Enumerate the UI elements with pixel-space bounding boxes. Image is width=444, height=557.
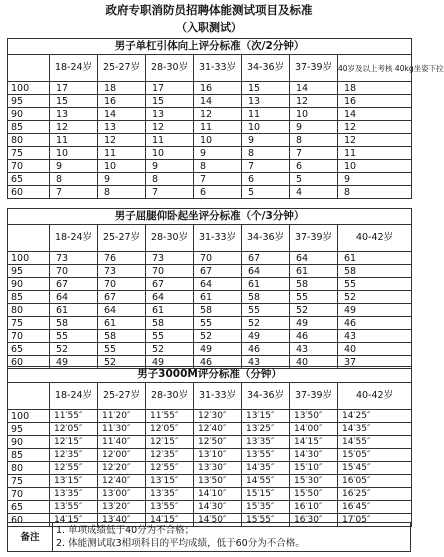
- standard-cell: 4: [290, 186, 338, 199]
- standard-cell: 13′15″: [242, 410, 290, 423]
- standard-cell: 52: [98, 356, 146, 369]
- standard-cell: 13′35″: [146, 488, 194, 501]
- standard-cell: 12: [290, 95, 338, 108]
- notes-table: [7, 522, 411, 552]
- table-row: [8, 436, 412, 449]
- standard-cell: 11: [194, 121, 242, 134]
- standard-cell: 11′55″: [50, 410, 98, 423]
- standard-cell: 12: [146, 121, 194, 134]
- standard-cell: 9: [290, 121, 338, 134]
- standard-cell: 11′55″: [146, 410, 194, 423]
- age-group-header: 40岁及以上考核 40kg坐姿下拉: [338, 55, 412, 82]
- standard-cell: 6: [290, 160, 338, 173]
- standard-cell: 13′15″: [146, 475, 194, 488]
- score-cell: 100: [8, 252, 50, 265]
- standard-cell: 16: [194, 82, 242, 95]
- age-group-header: 18-24岁: [50, 383, 98, 410]
- standard-cell: 8: [242, 147, 290, 160]
- standard-cell: 58: [290, 278, 338, 291]
- age-group-header: 31-33岁: [194, 383, 242, 410]
- standard-cell: 15′05″: [338, 449, 412, 462]
- header-corner-cell: [8, 383, 50, 410]
- standard-cell: 52: [50, 343, 98, 356]
- standard-cell: 40: [338, 343, 412, 356]
- standard-cell: 10: [98, 160, 146, 173]
- age-group-header: 25-27岁: [98, 383, 146, 410]
- standard-cell: 12′35″: [50, 449, 98, 462]
- standard-cell: 8: [98, 186, 146, 199]
- standard-cell: 58: [338, 265, 412, 278]
- standard-cell: 12: [194, 108, 242, 121]
- standard-cell: 15: [242, 82, 290, 95]
- table-row: [8, 186, 412, 199]
- table-row: [8, 423, 412, 436]
- age-group-header: 31-33岁: [194, 225, 242, 252]
- standard-cell: 52: [242, 317, 290, 330]
- standard-cell: 55: [98, 343, 146, 356]
- standard-cell: 49: [50, 356, 98, 369]
- standard-cell: 12′55″: [50, 462, 98, 475]
- score-cell: 80: [8, 462, 50, 475]
- standard-cell: 64: [98, 304, 146, 317]
- standard-cell: 12′35″: [146, 449, 194, 462]
- score-cell: 80: [8, 304, 50, 317]
- standard-cell: 73: [98, 265, 146, 278]
- standard-cell: 6: [194, 186, 242, 199]
- score-cell: 85: [8, 121, 50, 134]
- standard-cell: 15: [146, 95, 194, 108]
- standard-cell: 58: [98, 330, 146, 343]
- standard-cell: 15′50″: [290, 488, 338, 501]
- table-row: [8, 121, 412, 134]
- standard-cell: 67: [50, 278, 98, 291]
- standard-cell: 15: [50, 95, 98, 108]
- standard-cell: 9: [242, 134, 290, 147]
- standard-cell: 12: [338, 134, 412, 147]
- pullup-table: [7, 38, 444, 199]
- score-cell: 60: [8, 356, 50, 369]
- standard-cell: 61: [290, 265, 338, 278]
- standard-cell: 18: [338, 82, 412, 95]
- standard-cell: 73: [146, 252, 194, 265]
- score-cell: 90: [8, 278, 50, 291]
- standard-cell: 13′35″: [50, 488, 98, 501]
- standard-cell: 55: [290, 291, 338, 304]
- standard-cell: 43: [338, 330, 412, 343]
- score-cell: 60: [8, 514, 50, 527]
- score-cell: 75: [8, 147, 50, 160]
- standard-cell: 16′25″: [338, 488, 412, 501]
- age-group-header: 28-30岁: [146, 225, 194, 252]
- standard-cell: 13: [242, 95, 290, 108]
- table-row: [8, 291, 412, 304]
- notes-label: 备注: [8, 523, 53, 552]
- standard-cell: 10: [242, 121, 290, 134]
- standard-cell: 58: [146, 317, 194, 330]
- standard-cell: 12: [98, 134, 146, 147]
- note-line: 2. 体能测试取3相项科目的平均成绩，低于60分为不合格。: [56, 538, 305, 549]
- standard-cell: 55: [50, 330, 98, 343]
- standard-cell: 58: [50, 317, 98, 330]
- age-group-header: 40-42岁: [338, 383, 412, 410]
- standard-cell: 14′30″: [290, 449, 338, 462]
- table-row: [8, 330, 412, 343]
- standard-cell: 14′55″: [242, 475, 290, 488]
- standard-cell: 16′30″: [290, 514, 338, 527]
- score-cell: 95: [8, 95, 50, 108]
- standard-cell: 12′55″: [146, 462, 194, 475]
- standard-cell: 16′45″: [338, 501, 412, 514]
- table-row: [8, 147, 412, 160]
- standard-cell: 49: [290, 317, 338, 330]
- table-row: [8, 278, 412, 291]
- standard-cell: 11′30″: [98, 423, 146, 436]
- standard-cell: 13′15″: [50, 475, 98, 488]
- table-row: [8, 265, 412, 278]
- table-row: [8, 462, 412, 475]
- standard-cell: 15′45″: [338, 462, 412, 475]
- standard-cell: 12′05″: [146, 423, 194, 436]
- notes-content: [53, 523, 411, 552]
- age-group-header: 40-42岁: [338, 225, 412, 252]
- standard-cell: 64: [50, 291, 98, 304]
- standard-cell: 14′35″: [338, 423, 412, 436]
- standard-cell: 8: [50, 173, 98, 186]
- score-cell: 95: [8, 423, 50, 436]
- standard-cell: 64: [146, 291, 194, 304]
- standard-cell: 12′05″: [50, 423, 98, 436]
- standard-cell: 14′15″: [50, 514, 98, 527]
- score-cell: 70: [8, 330, 50, 343]
- standard-cell: 14′15″: [290, 436, 338, 449]
- score-cell: 85: [8, 291, 50, 304]
- standard-cell: 8: [146, 173, 194, 186]
- standard-cell: 64: [194, 278, 242, 291]
- standard-cell: 49: [242, 330, 290, 343]
- standard-cell: 40: [290, 356, 338, 369]
- age-group-header: 25-27岁: [98, 225, 146, 252]
- standard-cell: 18: [98, 82, 146, 95]
- score-cell: 70: [8, 160, 50, 173]
- standard-cell: 13′55″: [146, 501, 194, 514]
- standard-cell: 12′40″: [194, 423, 242, 436]
- document-title: 政府专职消防员招聘体能测试项目及标准: [105, 3, 313, 17]
- age-group-header: 34-36岁: [242, 383, 290, 410]
- table-row: [8, 304, 412, 317]
- standard-cell: 67: [242, 252, 290, 265]
- table-row: [8, 343, 412, 356]
- standard-cell: 70: [194, 252, 242, 265]
- standard-cell: 46: [194, 356, 242, 369]
- standard-cell: 15′55″: [242, 514, 290, 527]
- score-cell: 65: [8, 501, 50, 514]
- score-cell: 100: [8, 82, 50, 95]
- standard-cell: 6: [242, 173, 290, 186]
- score-cell: 100: [8, 410, 50, 423]
- standard-cell: 61: [194, 291, 242, 304]
- standard-cell: 55: [338, 278, 412, 291]
- table-row: [8, 449, 412, 462]
- standard-cell: 61: [50, 304, 98, 317]
- standard-cell: 52: [194, 330, 242, 343]
- age-group-header: 25-27岁: [98, 55, 146, 82]
- standard-cell: 13′40″: [98, 514, 146, 527]
- table-row: [8, 95, 412, 108]
- standard-cell: 52: [290, 304, 338, 317]
- standard-cell: 15′15″: [242, 488, 290, 501]
- standard-cell: 61: [146, 304, 194, 317]
- standard-cell: 14: [98, 108, 146, 121]
- standard-cell: 70: [50, 265, 98, 278]
- standard-cell: 17′05″: [338, 514, 412, 527]
- standard-cell: 12: [338, 121, 412, 134]
- standard-cell: 13′30″: [194, 462, 242, 475]
- age-group-header: 28-30岁: [146, 55, 194, 82]
- standard-cell: 61: [338, 252, 412, 265]
- standard-cell: 43: [242, 356, 290, 369]
- score-cell: 85: [8, 449, 50, 462]
- standard-cell: 10: [194, 134, 242, 147]
- standard-cell: 10: [338, 160, 412, 173]
- table-row: [8, 160, 412, 173]
- table-row: [8, 82, 412, 95]
- table-row: [8, 252, 412, 265]
- standard-cell: 9: [194, 147, 242, 160]
- table-row: [8, 501, 412, 514]
- standard-cell: 16′10″: [290, 501, 338, 514]
- standard-cell: 58: [242, 291, 290, 304]
- standard-cell: 16: [338, 95, 412, 108]
- run3000-table: [7, 366, 412, 527]
- standard-cell: 8: [338, 186, 412, 199]
- score-cell: 75: [8, 475, 50, 488]
- standard-cell: 67: [98, 291, 146, 304]
- note-line: 1. 单项成绩低于40分为不合格；: [56, 525, 195, 536]
- age-group-header: 18-24岁: [50, 225, 98, 252]
- standard-cell: 5: [290, 173, 338, 186]
- score-cell: 90: [8, 108, 50, 121]
- standard-cell: 13: [98, 121, 146, 134]
- table-row: [8, 108, 412, 121]
- age-group-header: 37-39岁: [290, 55, 338, 82]
- table-row: [8, 317, 412, 330]
- standard-cell: 12: [50, 121, 98, 134]
- standard-cell: 10: [146, 147, 194, 160]
- standard-cell: 14: [338, 108, 412, 121]
- standard-cell: 7: [194, 173, 242, 186]
- table-row: [8, 488, 412, 501]
- standard-cell: 64: [242, 265, 290, 278]
- run3000-header-row: [8, 383, 412, 410]
- standard-cell: 55: [242, 304, 290, 317]
- standard-cell: 52: [146, 343, 194, 356]
- score-cell: 60: [8, 186, 50, 199]
- standard-cell: 14: [194, 95, 242, 108]
- score-cell: 70: [8, 488, 50, 501]
- age-group-header: 34-36岁: [242, 55, 290, 82]
- standard-cell: 7: [290, 147, 338, 160]
- pullup-section-title: 男子单杠引体向上评分标准（次/2分钟）: [8, 39, 412, 55]
- standard-cell: 11: [338, 147, 412, 160]
- age-group-header: 37-39岁: [290, 383, 338, 410]
- standard-cell: 11: [242, 108, 290, 121]
- standard-cell: 49: [146, 356, 194, 369]
- standard-cell: 12′40″: [98, 475, 146, 488]
- standard-cell: 9: [50, 160, 98, 173]
- header-corner-cell: [8, 55, 50, 82]
- standard-cell: 49: [338, 304, 412, 317]
- standard-cell: 12′00″: [98, 449, 146, 462]
- standard-cell: 12′50″: [194, 436, 242, 449]
- standard-cell: 52: [338, 291, 412, 304]
- standard-cell: 14′50″: [194, 514, 242, 527]
- standard-cell: 11: [50, 134, 98, 147]
- standard-cell: 61: [242, 278, 290, 291]
- standard-cell: 14′35″: [242, 462, 290, 475]
- standard-cell: 12′15″: [146, 436, 194, 449]
- standard-cell: 9: [98, 173, 146, 186]
- standard-cell: 9: [338, 173, 412, 186]
- pullup-header-row: [8, 55, 412, 82]
- standard-cell: 13′50″: [290, 410, 338, 423]
- standard-cell: 67: [146, 278, 194, 291]
- standard-cell: 11: [98, 147, 146, 160]
- table-row: [8, 173, 412, 186]
- standard-cell: 12′30″: [194, 410, 242, 423]
- age-group-header: 31-33岁: [194, 55, 242, 82]
- standard-cell: 16: [98, 95, 146, 108]
- standard-cell: 43: [290, 343, 338, 356]
- standard-cell: 13: [146, 108, 194, 121]
- standard-cell: 49: [194, 343, 242, 356]
- table-row: [8, 410, 412, 423]
- standard-cell: 55: [146, 330, 194, 343]
- standard-cell: 11′40″: [98, 436, 146, 449]
- standard-cell: 17: [146, 82, 194, 95]
- standard-cell: 12′20″: [98, 462, 146, 475]
- standard-cell: 8: [290, 134, 338, 147]
- standard-cell: 70: [98, 278, 146, 291]
- standard-cell: 7: [146, 186, 194, 199]
- standard-cell: 8: [194, 160, 242, 173]
- situp-header-row: [8, 225, 412, 252]
- standard-cell: 15′30″: [290, 475, 338, 488]
- standard-cell: 13: [50, 108, 98, 121]
- standard-cell: 10: [50, 147, 98, 160]
- document-subtitle: （入职测试）: [176, 21, 242, 34]
- standard-cell: 67: [194, 265, 242, 278]
- standard-cell: 12′15″: [50, 436, 98, 449]
- standard-cell: 14′10″: [194, 488, 242, 501]
- header-corner-cell: [8, 225, 50, 252]
- standard-cell: 9: [146, 160, 194, 173]
- standard-cell: 70: [146, 265, 194, 278]
- standard-cell: 14: [290, 82, 338, 95]
- standard-cell: 73: [50, 252, 98, 265]
- standard-cell: 46: [338, 317, 412, 330]
- standard-cell: 13′00″: [98, 488, 146, 501]
- standard-cell: 11′20″: [98, 410, 146, 423]
- standard-cell: 76: [98, 252, 146, 265]
- standard-cell: 46: [242, 343, 290, 356]
- standard-cell: 14′15″: [146, 514, 194, 527]
- standard-cell: 10: [290, 108, 338, 121]
- standard-cell: 7: [50, 186, 98, 199]
- situp-section-title: 男子屈腿仰卧起坐评分标准（个/3分钟）: [8, 209, 412, 225]
- age-group-header: 34-36岁: [242, 225, 290, 252]
- standard-cell: 13′35″: [242, 436, 290, 449]
- standard-cell: 16′05″: [338, 475, 412, 488]
- standard-cell: 64: [290, 252, 338, 265]
- standard-cell: 15′35″: [242, 501, 290, 514]
- standard-cell: 11: [146, 134, 194, 147]
- standard-cell: 13′55″: [50, 501, 98, 514]
- standard-cell: 13′20″: [98, 501, 146, 514]
- score-cell: 95: [8, 265, 50, 278]
- standard-cell: 7: [242, 160, 290, 173]
- age-group-header: 28-30岁: [146, 383, 194, 410]
- standard-cell: 55: [194, 317, 242, 330]
- table-row: [8, 134, 412, 147]
- standard-cell: 13′10″: [194, 449, 242, 462]
- standard-cell: 14′00″: [290, 423, 338, 436]
- standard-cell: 46: [290, 330, 338, 343]
- standard-cell: 13′25″: [242, 423, 290, 436]
- run3000-section-title: 男子3000M评分标准（分钟）: [8, 367, 412, 383]
- standard-cell: 13′50″: [194, 475, 242, 488]
- standard-cell: 61: [98, 317, 146, 330]
- standard-cell: 58: [194, 304, 242, 317]
- score-cell: 65: [8, 343, 50, 356]
- standard-cell: 14′25″: [338, 410, 412, 423]
- standard-cell: 17: [50, 82, 98, 95]
- standard-cell: 13′55″: [242, 449, 290, 462]
- standard-cell: 37: [338, 356, 412, 369]
- standard-cell: 5: [242, 186, 290, 199]
- situp-table: [7, 208, 412, 369]
- table-row: [8, 475, 412, 488]
- score-cell: 80: [8, 134, 50, 147]
- age-group-header: 37-39岁: [290, 225, 338, 252]
- score-cell: 90: [8, 436, 50, 449]
- standard-cell: 14′55″: [338, 436, 412, 449]
- score-cell: 65: [8, 173, 50, 186]
- standard-cell: 14′30″: [194, 501, 242, 514]
- score-cell: 75: [8, 317, 50, 330]
- age-group-header: 18-24岁: [50, 55, 98, 82]
- standard-cell: 15′10″: [290, 462, 338, 475]
